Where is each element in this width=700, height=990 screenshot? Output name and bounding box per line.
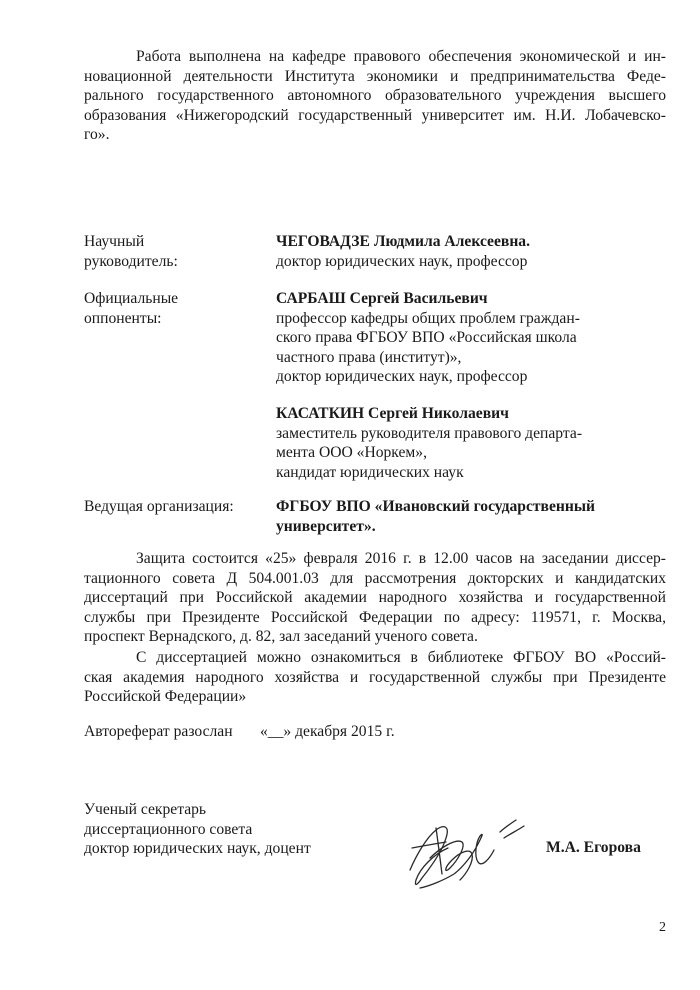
opponent-detail: кандидат юридических наук [276,463,464,481]
page-number: 2 [659,920,666,935]
secretary-line: Ученый секретарь [84,801,207,818]
defense-line: диссертаций при Российской академии народного хозяйства и государственной [84,589,666,607]
supervisor-label [84,232,274,271]
intro-line: образования «Нижегородский государственный университет им. Н.И. Лобачевско- [84,106,666,124]
supervisor-name: ЧЕГОВАДЗЕ Людмила Алексеевна. [276,233,530,250]
intro-paragraph [84,47,666,145]
opponent-name: САРБАШ Сергей Васильевич [276,290,488,307]
opponent-detail: частного права (институт)», [276,348,462,366]
opponent-name: КАСАТКИН Сергей Николаевич [276,405,509,422]
defense-line: тационного совета Д 504.001.03 для рассмотрения докторских и кандидатских [84,569,666,587]
intro-line: го». [84,126,110,144]
opponent-detail: заместитель руководителя правового департа- [276,424,583,442]
intro-line: новационной деятельности Института экономики и предпринимательства Феде- [84,67,666,85]
opponent-detail: доктор юридических наук, профессор [276,368,528,386]
defense-line: проспект Вернадского, д. 82, зал заседаний ученого совета. [84,628,478,646]
secretary-line: доктор юридических наук, доцент [84,840,311,858]
opponent-detail: ского права ФГБОУ ВПО «Российская школа [276,329,577,347]
library-line: ская академия народного хозяйства и государственной службы при Президенте [84,668,666,686]
org-name-line: университет». [276,517,376,535]
opponent-detail: мента ООО «Норкем», [276,444,427,462]
label-line: Ведущая организация: [84,498,234,515]
supervisor-degree: доктор юридических наук, профессор [276,252,528,270]
org-name-line: ФГБОУ ВПО «Ивановский государственный [276,498,596,515]
label-line: Научный [84,233,145,250]
lead-organization-name [276,497,666,536]
supervisor-info [276,232,666,271]
label-line: оппоненты: [84,309,162,327]
opponents-label [84,289,274,328]
defense-line: Защита состоится «25» февраля 2016 г. в 12.00 часов на заседании диссер- [136,550,666,567]
intro-line: Работа выполнена на кафедре правового обеспечения экономической и ин- [136,48,666,65]
defense-line: службы при Президенте Российской Федерации по адресу: 119571, г. Москва, [84,608,666,626]
defense-paragraph [84,549,666,647]
opponent-second [276,404,666,482]
library-line: Российской Федерации» [84,688,247,706]
library-paragraph [84,648,666,707]
mailed-date: «__» декабря 2015 г. [260,723,395,740]
secretary-line: диссертационного совета [84,820,253,838]
mailed-label: Автореферат разослан [84,723,233,740]
label-line: Официальные [84,290,179,307]
signature-icon [400,808,530,898]
intro-line: рального государственного автономного образовательного учреждения высшего [84,87,666,105]
library-line: С диссертацией можно ознакомиться в библиотеке ФГБОУ ВО «Россий- [136,649,666,666]
lead-organization-label [84,497,274,517]
opponent-first [276,289,666,387]
secretary-name: М.А. Егорова [546,839,641,856]
secretary-title [84,800,424,859]
opponent-detail: профессор кафедры общих проблем граждан- [276,309,580,327]
label-line: руководитель: [84,252,178,270]
